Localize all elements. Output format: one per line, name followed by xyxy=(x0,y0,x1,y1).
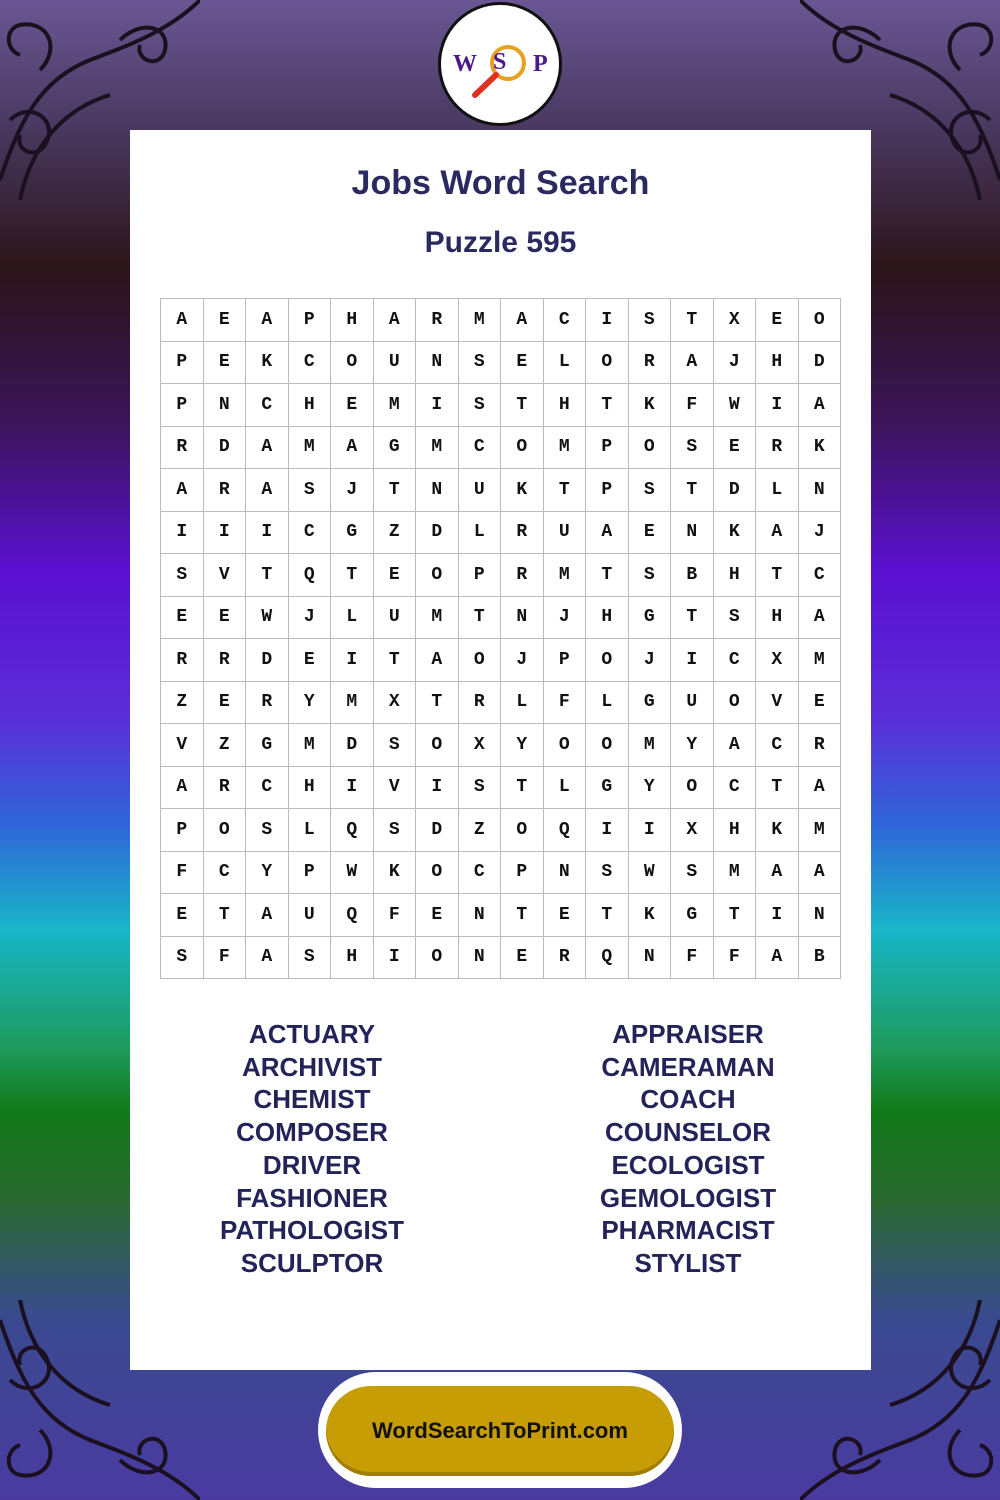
grid-cell[interactable]: I xyxy=(416,384,459,427)
grid-cell[interactable]: E xyxy=(161,894,204,937)
grid-cell[interactable]: Y xyxy=(246,852,289,895)
grid-cell[interactable]: S xyxy=(714,597,757,640)
grid-cell[interactable]: T xyxy=(544,469,587,512)
grid-cell[interactable]: A xyxy=(799,852,842,895)
grid-cell[interactable]: D xyxy=(416,512,459,555)
grid-cell[interactable]: H xyxy=(331,937,374,980)
grid-cell[interactable]: A xyxy=(331,427,374,470)
grid-cell[interactable]: A xyxy=(756,852,799,895)
grid-cell[interactable]: A xyxy=(246,469,289,512)
grid-cell[interactable]: D xyxy=(714,469,757,512)
grid-cell[interactable]: C xyxy=(459,427,502,470)
grid-cell[interactable]: P xyxy=(161,384,204,427)
grid-cell[interactable]: K xyxy=(374,852,417,895)
grid-cell[interactable]: A xyxy=(416,639,459,682)
grid-cell[interactable]: E xyxy=(204,299,247,342)
grid-cell[interactable]: V xyxy=(756,682,799,725)
grid-cell[interactable]: F xyxy=(671,384,714,427)
logo-letter-w: W xyxy=(453,51,477,77)
grid-cell[interactable]: N xyxy=(416,469,459,512)
grid-cell[interactable]: X xyxy=(714,299,757,342)
grid-cell[interactable]: A xyxy=(799,767,842,810)
puzzle-sheet xyxy=(130,130,871,1370)
grid-cell[interactable]: R xyxy=(501,554,544,597)
grid-cell[interactable]: M xyxy=(459,299,502,342)
grid-cell[interactable]: M xyxy=(374,384,417,427)
grid-cell[interactable]: C xyxy=(799,554,842,597)
grid-cell[interactable]: A xyxy=(799,597,842,640)
grid-cell[interactable]: I xyxy=(331,639,374,682)
grid-cell[interactable]: L xyxy=(756,469,799,512)
grid-cell[interactable]: N xyxy=(544,852,587,895)
grid-cell[interactable]: S xyxy=(586,852,629,895)
grid-cell[interactable]: U xyxy=(374,597,417,640)
grid-cell[interactable]: J xyxy=(331,469,374,512)
grid-cell[interactable]: Q xyxy=(586,937,629,980)
grid-cell[interactable]: I xyxy=(331,767,374,810)
grid-cell[interactable]: A xyxy=(501,299,544,342)
grid-cell[interactable]: L xyxy=(289,809,332,852)
grid-cell[interactable]: E xyxy=(501,342,544,385)
grid-cell[interactable]: S xyxy=(161,554,204,597)
grid-cell[interactable]: E xyxy=(629,512,672,555)
grid-cell[interactable]: O xyxy=(331,342,374,385)
grid-cell[interactable]: L xyxy=(586,682,629,725)
website-button[interactable]: WordSearchToPrint.com xyxy=(326,1386,674,1476)
word-item: ECOLOGIST xyxy=(611,1149,765,1180)
grid-cell[interactable]: E xyxy=(374,554,417,597)
grid-cell[interactable]: G xyxy=(586,767,629,810)
grid-cell[interactable]: M xyxy=(289,427,332,470)
grid-cell[interactable]: A xyxy=(246,427,289,470)
grid-cell[interactable]: F xyxy=(161,852,204,895)
grid-cell[interactable]: N xyxy=(671,512,714,555)
grid-cell[interactable]: C xyxy=(289,512,332,555)
grid-cell[interactable]: L xyxy=(544,342,587,385)
grid-cell[interactable]: A xyxy=(246,299,289,342)
grid-cell[interactable]: T xyxy=(331,554,374,597)
grid-cell[interactable]: I xyxy=(586,809,629,852)
grid-cell[interactable]: Y xyxy=(289,682,332,725)
grid-cell[interactable]: C xyxy=(246,767,289,810)
grid-cell[interactable]: C xyxy=(204,852,247,895)
grid-cell[interactable]: E xyxy=(714,427,757,470)
grid-cell[interactable]: H xyxy=(544,384,587,427)
grid-cell[interactable]: O xyxy=(629,427,672,470)
grid-cell[interactable]: R xyxy=(161,427,204,470)
grid-cell[interactable]: T xyxy=(459,597,502,640)
grid-cell[interactable]: C xyxy=(714,639,757,682)
grid-cell[interactable]: Q xyxy=(544,809,587,852)
grid-cell[interactable]: U xyxy=(459,469,502,512)
grid-cell[interactable]: E xyxy=(289,639,332,682)
grid-cell[interactable]: E xyxy=(416,894,459,937)
grid-cell[interactable]: I xyxy=(416,767,459,810)
grid-cell[interactable]: P xyxy=(544,639,587,682)
grid-cell[interactable]: K xyxy=(629,384,672,427)
grid-cell[interactable]: I xyxy=(586,299,629,342)
grid-cell[interactable]: N xyxy=(799,469,842,512)
logo xyxy=(438,2,562,126)
grid-cell[interactable]: D xyxy=(246,639,289,682)
grid-cell[interactable]: S xyxy=(459,342,502,385)
grid-cell[interactable]: U xyxy=(544,512,587,555)
word-item: CAMERAMAN xyxy=(601,1051,775,1082)
grid-cell[interactable]: S xyxy=(246,809,289,852)
grid-cell[interactable]: P xyxy=(586,427,629,470)
grid-cell[interactable]: Y xyxy=(671,724,714,767)
grid-cell[interactable]: O xyxy=(544,724,587,767)
grid-cell[interactable]: E xyxy=(501,937,544,980)
grid-cell[interactable]: N xyxy=(501,597,544,640)
logo-letter-p: P xyxy=(533,51,548,77)
grid-cell[interactable]: M xyxy=(416,427,459,470)
grid-cell[interactable]: U xyxy=(671,682,714,725)
grid-cell[interactable]: W xyxy=(629,852,672,895)
grid-cell[interactable]: H xyxy=(756,342,799,385)
grid-cell[interactable]: Q xyxy=(289,554,332,597)
grid-cell[interactable]: O xyxy=(416,554,459,597)
grid-cell[interactable]: R xyxy=(204,767,247,810)
grid-cell[interactable]: O xyxy=(714,682,757,725)
grid-cell[interactable]: P xyxy=(161,809,204,852)
grid-cell[interactable]: T xyxy=(501,894,544,937)
grid-cell[interactable]: L xyxy=(459,512,502,555)
grid-cell[interactable]: K xyxy=(799,427,842,470)
grid-cell[interactable]: T xyxy=(756,554,799,597)
grid-cell[interactable]: M xyxy=(544,554,587,597)
grid-cell[interactable]: O xyxy=(586,724,629,767)
grid-cell[interactable]: A xyxy=(161,469,204,512)
word-item: DRIVER xyxy=(262,1149,362,1180)
grid-cell[interactable]: S xyxy=(629,469,672,512)
word-item: PHARMACIST xyxy=(601,1215,775,1246)
grid-cell[interactable]: A xyxy=(161,299,204,342)
grid-cell[interactable]: R xyxy=(799,724,842,767)
grid-cell[interactable]: R xyxy=(501,512,544,555)
grid-cell[interactable]: Q xyxy=(331,894,374,937)
grid-cell[interactable]: N xyxy=(629,937,672,980)
grid-cell[interactable]: C xyxy=(756,724,799,767)
grid-cell[interactable]: S xyxy=(671,427,714,470)
grid-cell[interactable]: Z xyxy=(459,809,502,852)
grid-cell[interactable]: K xyxy=(246,342,289,385)
grid-cell[interactable]: H xyxy=(289,384,332,427)
grid-cell[interactable]: H xyxy=(714,554,757,597)
grid-cell[interactable]: U xyxy=(289,894,332,937)
grid-cell[interactable]: A xyxy=(374,299,417,342)
grid-cell[interactable]: E xyxy=(756,299,799,342)
grid-cell[interactable]: S xyxy=(374,809,417,852)
grid-cell[interactable]: R xyxy=(629,342,672,385)
grid-cell[interactable]: P xyxy=(501,852,544,895)
grid-cell[interactable]: M xyxy=(714,852,757,895)
grid-cell[interactable]: T xyxy=(501,384,544,427)
grid-cell[interactable]: U xyxy=(374,342,417,385)
grid-cell[interactable]: T xyxy=(714,894,757,937)
grid-cell[interactable]: T xyxy=(671,469,714,512)
grid-cell[interactable]: Q xyxy=(331,809,374,852)
word-item: PATHOLOGIST xyxy=(220,1215,404,1246)
grid-cell[interactable]: D xyxy=(416,809,459,852)
grid-cell[interactable]: J xyxy=(799,512,842,555)
grid-cell[interactable]: C xyxy=(246,384,289,427)
grid-cell[interactable]: T xyxy=(671,597,714,640)
grid-cell[interactable]: P xyxy=(289,299,332,342)
grid-cell[interactable]: E xyxy=(799,682,842,725)
grid-cell[interactable]: F xyxy=(714,937,757,980)
grid-cell[interactable]: S xyxy=(289,469,332,512)
grid-cell[interactable]: O xyxy=(501,427,544,470)
grid-cell[interactable]: C xyxy=(459,852,502,895)
word-item: COUNSELOR xyxy=(604,1117,772,1148)
grid-cell[interactable]: A xyxy=(756,937,799,980)
letter-grid xyxy=(160,298,841,979)
grid-cell[interactable]: T xyxy=(374,639,417,682)
grid-cell[interactable]: M xyxy=(799,809,842,852)
grid-cell[interactable]: J xyxy=(629,639,672,682)
grid-cell[interactable]: I xyxy=(756,894,799,937)
grid-cell[interactable]: J xyxy=(501,639,544,682)
grid-cell[interactable]: H xyxy=(586,597,629,640)
grid-cell[interactable]: S xyxy=(671,852,714,895)
grid-cell[interactable]: O xyxy=(416,724,459,767)
word-item: COACH xyxy=(640,1084,736,1115)
grid-cell[interactable]: O xyxy=(416,937,459,980)
grid-cell[interactable]: R xyxy=(161,639,204,682)
grid-cell[interactable]: X xyxy=(459,724,502,767)
grid-cell[interactable]: T xyxy=(416,682,459,725)
grid-cell[interactable]: C xyxy=(289,342,332,385)
grid-cell[interactable]: A xyxy=(246,894,289,937)
grid-cell[interactable]: K xyxy=(756,809,799,852)
grid-cell[interactable]: Z xyxy=(204,724,247,767)
grid-cell[interactable]: W xyxy=(246,597,289,640)
grid-cell[interactable]: S xyxy=(161,937,204,980)
grid-cell[interactable]: I xyxy=(246,512,289,555)
grid-cell[interactable]: A xyxy=(756,512,799,555)
grid-cell[interactable]: S xyxy=(629,299,672,342)
grid-cell[interactable]: P xyxy=(289,852,332,895)
grid-cell[interactable]: M xyxy=(331,682,374,725)
grid-cell[interactable]: E xyxy=(204,342,247,385)
grid-cell[interactable]: C xyxy=(714,767,757,810)
grid-cell[interactable]: N xyxy=(416,342,459,385)
grid-cell[interactable]: R xyxy=(246,682,289,725)
grid-cell[interactable]: L xyxy=(331,597,374,640)
grid-cell[interactable]: H xyxy=(714,809,757,852)
grid-cell[interactable]: R xyxy=(204,469,247,512)
grid-cell[interactable]: R xyxy=(204,639,247,682)
grid-cell[interactable]: R xyxy=(459,682,502,725)
grid-cell[interactable]: R xyxy=(416,299,459,342)
grid-cell[interactable]: M xyxy=(629,724,672,767)
grid-cell[interactable]: I xyxy=(629,809,672,852)
word-item: ACTUARY xyxy=(248,1019,376,1049)
grid-cell[interactable]: E xyxy=(204,682,247,725)
grid-cell[interactable]: E xyxy=(161,597,204,640)
grid-cell[interactable]: G xyxy=(671,894,714,937)
grid-cell[interactable]: R xyxy=(756,427,799,470)
grid-cell[interactable]: O xyxy=(204,809,247,852)
grid-cell[interactable]: T xyxy=(246,554,289,597)
grid-cell[interactable]: L xyxy=(501,682,544,725)
grid-cell[interactable]: V xyxy=(374,767,417,810)
word-item: COMPOSER xyxy=(236,1117,388,1148)
grid-cell[interactable]: A xyxy=(714,724,757,767)
grid-cell[interactable]: G xyxy=(374,427,417,470)
grid-cell[interactable]: O xyxy=(799,299,842,342)
puzzle-number: Puzzle 595 xyxy=(424,226,577,259)
grid-cell[interactable]: W xyxy=(714,384,757,427)
grid-cell[interactable]: I xyxy=(374,937,417,980)
grid-cell[interactable]: Y xyxy=(501,724,544,767)
grid-cell[interactable]: E xyxy=(544,894,587,937)
grid-cell[interactable]: J xyxy=(289,597,332,640)
grid-cell[interactable]: A xyxy=(671,342,714,385)
grid-cell[interactable]: K xyxy=(629,894,672,937)
grid-cell[interactable]: O xyxy=(416,852,459,895)
grid-cell[interactable]: S xyxy=(289,937,332,980)
grid-cell[interactable]: G xyxy=(331,512,374,555)
grid-cell[interactable]: T xyxy=(671,299,714,342)
grid-cell[interactable]: L xyxy=(544,767,587,810)
grid-cell[interactable]: Z xyxy=(374,512,417,555)
grid-cell[interactable]: T xyxy=(204,894,247,937)
grid-cell[interactable]: M xyxy=(289,724,332,767)
grid-cell[interactable]: D xyxy=(799,342,842,385)
grid-cell[interactable]: T xyxy=(586,384,629,427)
grid-cell[interactable]: O xyxy=(501,809,544,852)
grid-cell[interactable]: F xyxy=(671,937,714,980)
grid-cell[interactable]: E xyxy=(204,597,247,640)
grid-cell[interactable]: J xyxy=(544,597,587,640)
grid-cell[interactable]: E xyxy=(331,384,374,427)
grid-cell[interactable]: K xyxy=(501,469,544,512)
word-list xyxy=(130,1018,871,1288)
grid-cell[interactable]: O xyxy=(671,767,714,810)
grid-cell[interactable]: T xyxy=(586,554,629,597)
word-item: GEMOLOGIST xyxy=(599,1182,777,1213)
grid-cell[interactable]: X xyxy=(374,682,417,725)
grid-cell[interactable]: H xyxy=(756,597,799,640)
grid-cell[interactable]: K xyxy=(714,512,757,555)
logo-letter-s: S xyxy=(493,49,507,75)
grid-cell[interactable]: V xyxy=(204,554,247,597)
grid-cell[interactable]: P xyxy=(161,342,204,385)
grid-cell[interactable]: N xyxy=(204,384,247,427)
grid-cell[interactable]: M xyxy=(544,427,587,470)
grid-cell[interactable]: H xyxy=(331,299,374,342)
grid-cell[interactable]: P xyxy=(459,554,502,597)
grid-cell[interactable]: N xyxy=(799,894,842,937)
grid-cell[interactable]: R xyxy=(544,937,587,980)
grid-cell[interactable]: W xyxy=(331,852,374,895)
grid-cell[interactable]: P xyxy=(586,469,629,512)
grid-cell[interactable]: O xyxy=(459,639,502,682)
word-list-right xyxy=(523,1018,853,1280)
grid-cell[interactable]: C xyxy=(544,299,587,342)
grid-cell[interactable]: G xyxy=(629,597,672,640)
grid-cell[interactable]: S xyxy=(459,384,502,427)
grid-cell[interactable]: F xyxy=(374,894,417,937)
word-item: FASHIONER xyxy=(236,1182,388,1213)
grid-cell[interactable]: F xyxy=(204,937,247,980)
grid-cell[interactable]: A xyxy=(799,384,842,427)
grid-cell[interactable]: I xyxy=(671,639,714,682)
word-item: CHEMIST xyxy=(253,1084,371,1115)
grid-cell[interactable]: I xyxy=(756,384,799,427)
grid-cell[interactable]: I xyxy=(204,512,247,555)
grid-cell[interactable]: N xyxy=(459,937,502,980)
grid-cell[interactable]: N xyxy=(459,894,502,937)
grid-cell[interactable]: T xyxy=(501,767,544,810)
grid-cell[interactable]: S xyxy=(459,767,502,810)
grid-cell[interactable]: A xyxy=(246,937,289,980)
grid-cell[interactable]: M xyxy=(416,597,459,640)
grid-cell[interactable]: D xyxy=(204,427,247,470)
grid-cell[interactable]: T xyxy=(756,767,799,810)
grid-cell[interactable]: F xyxy=(544,682,587,725)
grid-cell[interactable]: T xyxy=(374,469,417,512)
word-item: SCULPTOR xyxy=(240,1247,384,1278)
grid-cell[interactable]: T xyxy=(586,894,629,937)
grid-cell[interactable]: H xyxy=(289,767,332,810)
grid-cell[interactable]: J xyxy=(714,342,757,385)
grid-cell[interactable]: G xyxy=(246,724,289,767)
grid-cell[interactable]: O xyxy=(586,342,629,385)
grid-cell[interactable]: G xyxy=(629,682,672,725)
word-item: APPRAISER xyxy=(612,1019,764,1049)
grid-cell[interactable]: M xyxy=(799,639,842,682)
grid-cell[interactable]: S xyxy=(374,724,417,767)
word-list-left xyxy=(147,1018,477,1280)
grid-cell[interactable]: X xyxy=(671,809,714,852)
page-title: Jobs Word Search xyxy=(351,164,650,202)
word-item: STYLIST xyxy=(634,1247,742,1278)
grid-cell[interactable]: B xyxy=(671,554,714,597)
grid-cell[interactable]: Y xyxy=(629,767,672,810)
grid-cell[interactable]: S xyxy=(629,554,672,597)
grid-cell[interactable]: O xyxy=(586,639,629,682)
grid-cell[interactable]: X xyxy=(756,639,799,682)
grid-cell[interactable]: A xyxy=(586,512,629,555)
grid-cell[interactable]: A xyxy=(161,767,204,810)
grid-cell[interactable]: I xyxy=(161,512,204,555)
word-item: ARCHIVIST xyxy=(241,1051,383,1082)
grid-cell[interactable]: V xyxy=(161,724,204,767)
grid-cell[interactable]: B xyxy=(799,937,842,980)
grid-cell[interactable]: D xyxy=(331,724,374,767)
grid-cell[interactable]: Z xyxy=(161,682,204,725)
